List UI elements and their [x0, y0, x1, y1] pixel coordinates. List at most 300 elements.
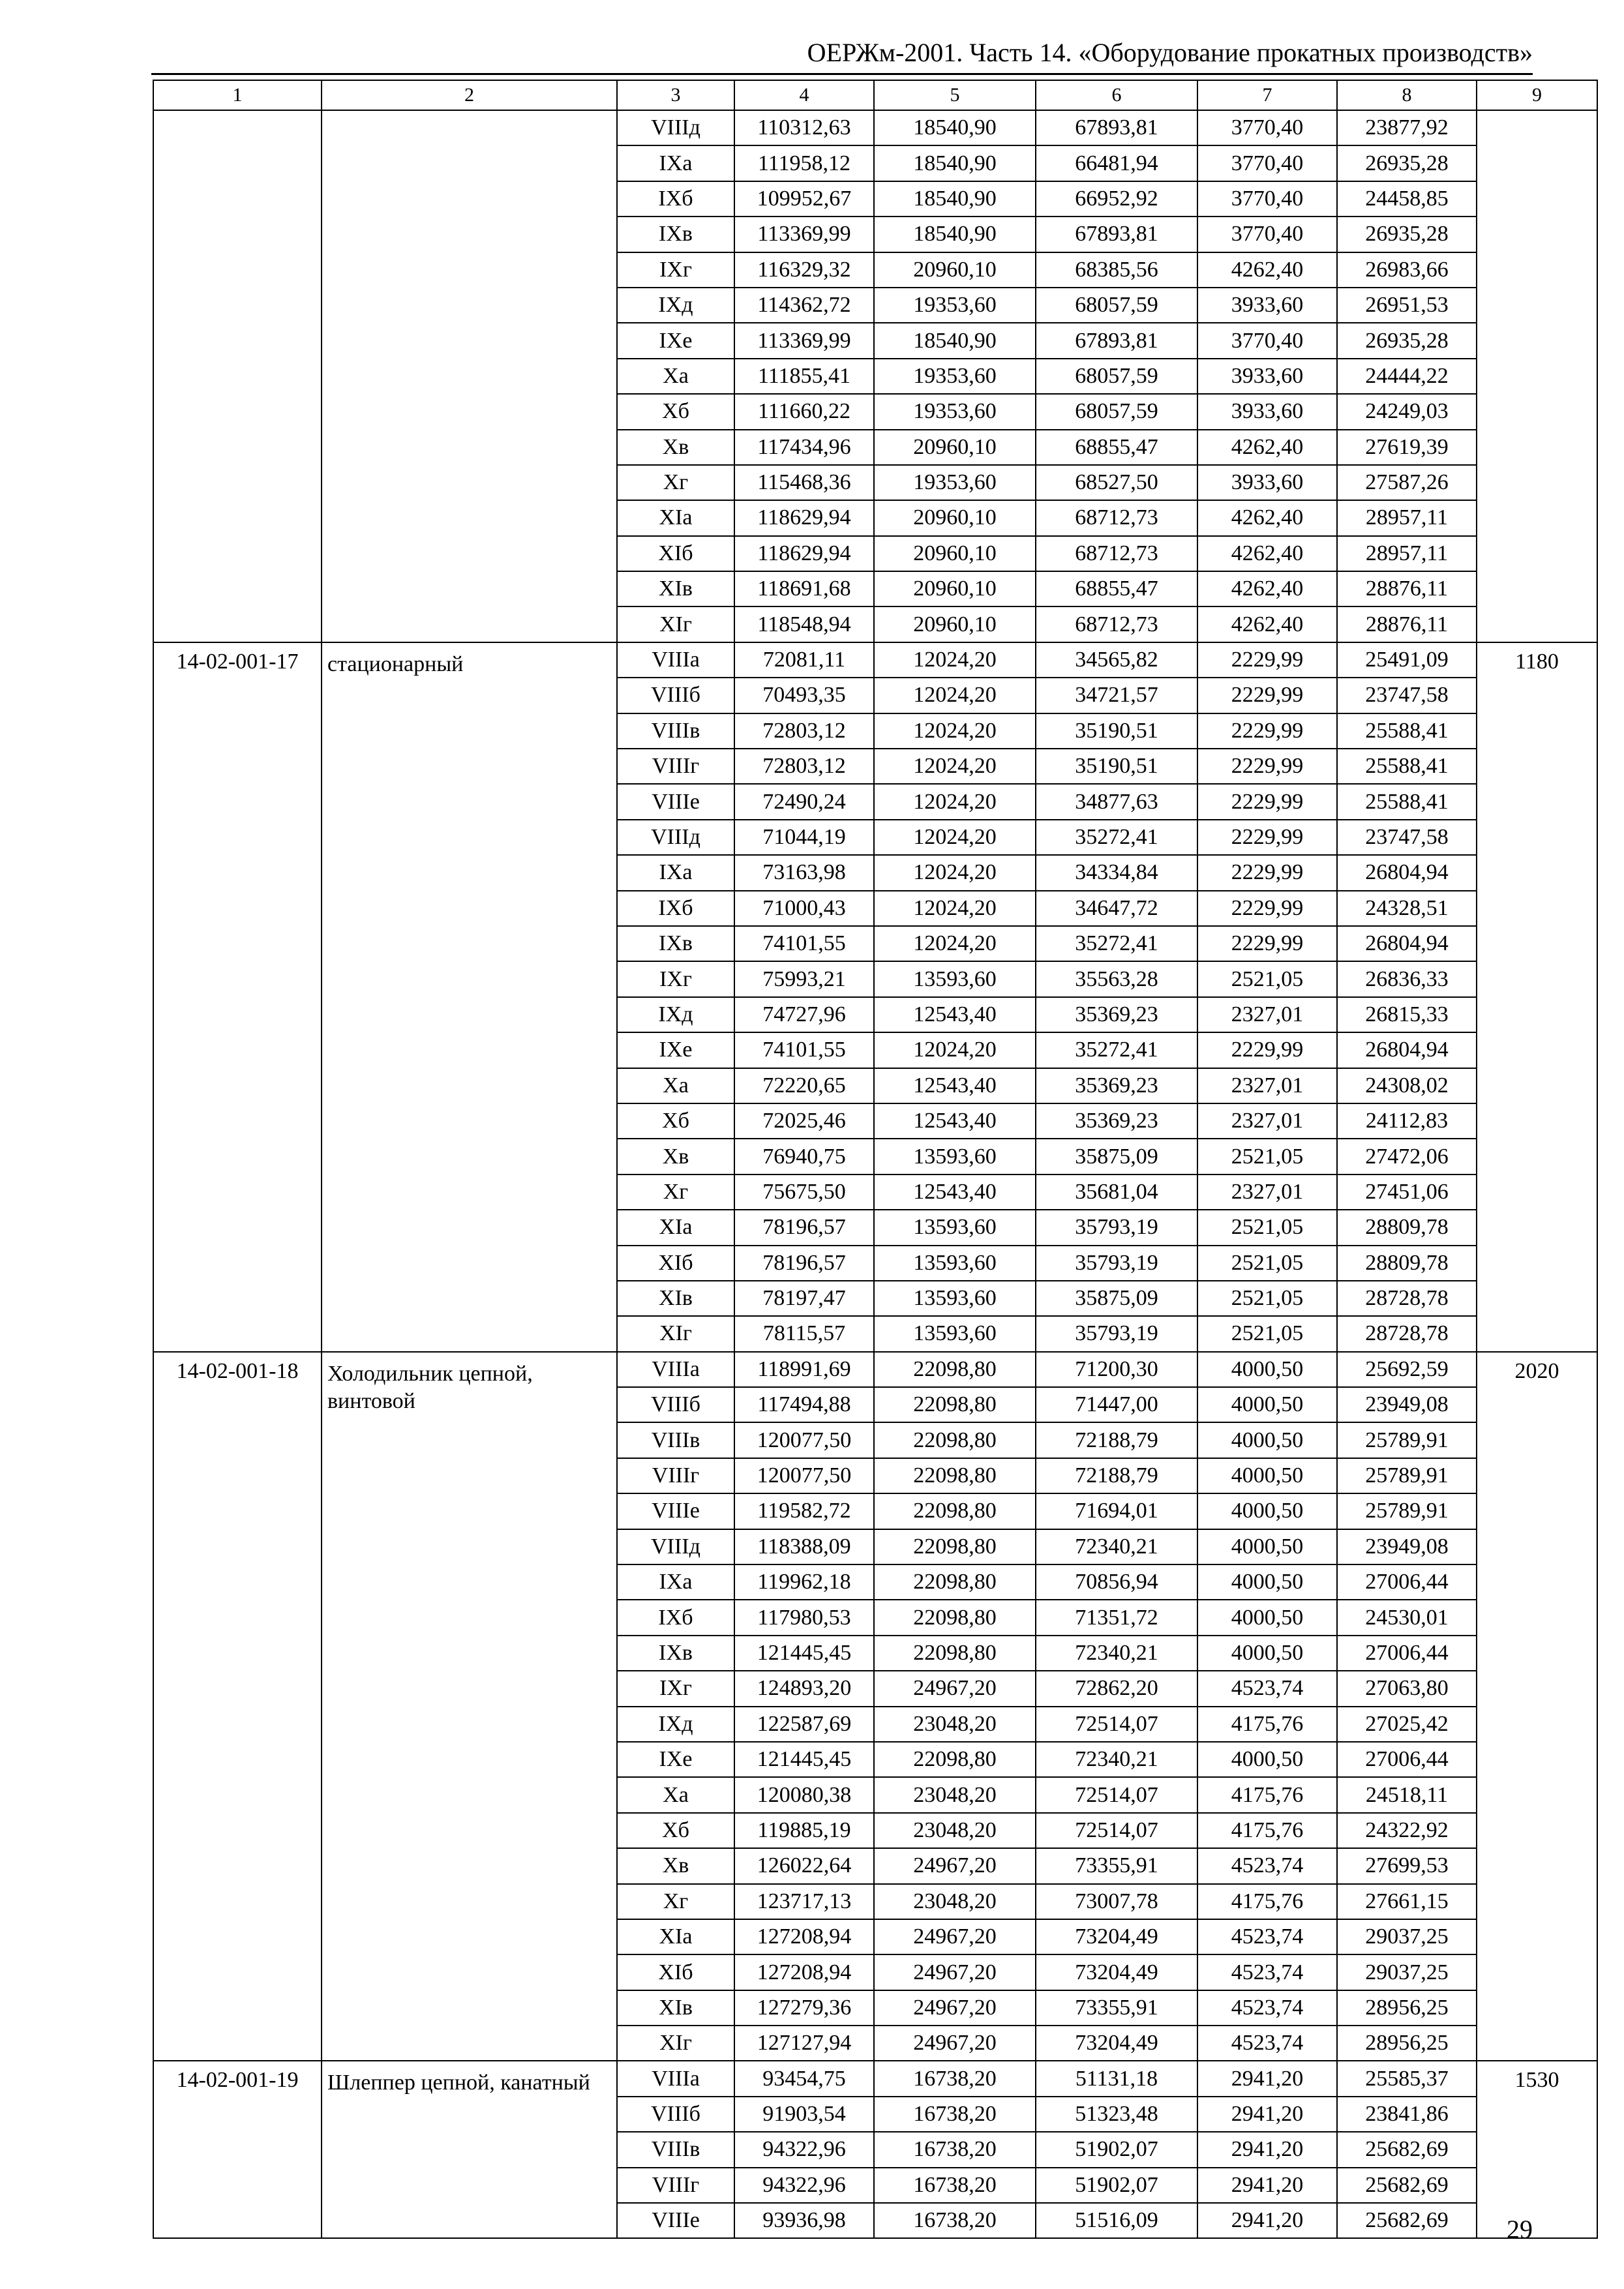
- machines-cell: 35681,04: [1036, 1174, 1197, 1210]
- machinists-wages-cell: 4000,50: [1197, 1352, 1337, 1387]
- machinists-wages-cell: 4000,50: [1197, 1636, 1337, 1671]
- total-cost-cell: 75675,50: [734, 1174, 874, 1210]
- materials-cell: 23841,86: [1337, 2097, 1477, 2132]
- machinists-wages-cell: 2521,05: [1197, 1281, 1337, 1316]
- materials-cell: 25588,41: [1337, 784, 1477, 819]
- zone-cell: Xа: [617, 359, 734, 394]
- column-header: 7: [1197, 80, 1337, 110]
- total-cost-cell: 113369,99: [734, 217, 874, 252]
- wages-cell: 24967,20: [874, 2026, 1036, 2061]
- zone-cell: IXг: [617, 252, 734, 288]
- wages-cell: 22098,80: [874, 1742, 1036, 1777]
- machines-cell: 72514,07: [1036, 1777, 1197, 1812]
- wages-cell: 24967,20: [874, 1671, 1036, 1706]
- machines-cell: 35272,41: [1036, 1032, 1197, 1068]
- materials-cell: 26836,33: [1337, 961, 1477, 996]
- machinists-wages-cell: 4000,50: [1197, 1600, 1337, 1635]
- machines-cell: 72340,21: [1036, 1742, 1197, 1777]
- total-cost-cell: 78196,57: [734, 1246, 874, 1281]
- machinists-wages-cell: 4175,76: [1197, 1707, 1337, 1742]
- machinists-wages-cell: 4523,74: [1197, 1671, 1337, 1706]
- machinists-wages-cell: 4000,50: [1197, 1458, 1337, 1493]
- zone-cell: VIIIг: [617, 2168, 734, 2203]
- item-code: 14-02-001-17: [153, 642, 322, 1352]
- materials-cell: 28876,11: [1337, 606, 1477, 642]
- zone-cell: IXв: [617, 926, 734, 961]
- item-mass: 2020: [1477, 1352, 1597, 2061]
- materials-cell: 25491,09: [1337, 642, 1477, 678]
- machinists-wages-cell: 2941,20: [1197, 2061, 1337, 2096]
- materials-cell: 26815,33: [1337, 997, 1477, 1032]
- machinists-wages-cell: 2327,01: [1197, 1103, 1337, 1139]
- machinists-wages-cell: 2229,99: [1197, 855, 1337, 890]
- total-cost-cell: 72025,46: [734, 1103, 874, 1139]
- materials-cell: 27587,26: [1337, 465, 1477, 500]
- wages-cell: 22098,80: [874, 1458, 1036, 1493]
- zone-cell: VIIIд: [617, 1529, 734, 1564]
- total-cost-cell: 71044,19: [734, 820, 874, 855]
- machines-cell: 67893,81: [1036, 217, 1197, 252]
- machinists-wages-cell: 4523,74: [1197, 1848, 1337, 1883]
- total-cost-cell: 118691,68: [734, 571, 874, 606]
- zone-cell: IXб: [617, 181, 734, 217]
- materials-cell: 25585,37: [1337, 2061, 1477, 2096]
- wages-cell: 22098,80: [874, 1352, 1036, 1387]
- machines-cell: 35190,51: [1036, 749, 1197, 784]
- wages-cell: 22098,80: [874, 1600, 1036, 1635]
- item-name: [322, 110, 617, 642]
- total-cost-cell: 118548,94: [734, 606, 874, 642]
- machinists-wages-cell: 4262,40: [1197, 606, 1337, 642]
- total-cost-cell: 121445,45: [734, 1742, 874, 1777]
- machines-cell: 35875,09: [1036, 1281, 1197, 1316]
- zone-cell: Xв: [617, 1139, 734, 1174]
- zone-cell: XIг: [617, 2026, 734, 2061]
- machines-cell: 67893,81: [1036, 323, 1197, 358]
- zone-cell: IXа: [617, 855, 734, 890]
- zone-cell: VIIIг: [617, 1458, 734, 1493]
- materials-cell: 26935,28: [1337, 323, 1477, 358]
- wages-cell: 24967,20: [874, 1990, 1036, 2026]
- zone-cell: VIIIб: [617, 1387, 734, 1422]
- machinists-wages-cell: 4262,40: [1197, 571, 1337, 606]
- materials-cell: 25682,69: [1337, 2203, 1477, 2238]
- machines-cell: 71200,30: [1036, 1352, 1197, 1387]
- machinists-wages-cell: 2327,01: [1197, 1174, 1337, 1210]
- machines-cell: 68057,59: [1036, 394, 1197, 429]
- machines-cell: 35793,19: [1036, 1316, 1197, 1351]
- zone-cell: XIб: [617, 1246, 734, 1281]
- total-cost-cell: 126022,64: [734, 1848, 874, 1883]
- table-row: [153, 642, 1597, 678]
- wages-cell: 12543,40: [874, 1174, 1036, 1210]
- wages-cell: 23048,20: [874, 1777, 1036, 1812]
- materials-cell: 27063,80: [1337, 1671, 1477, 1706]
- total-cost-cell: 117494,88: [734, 1387, 874, 1422]
- machines-cell: 66952,92: [1036, 181, 1197, 217]
- zone-cell: Xг: [617, 465, 734, 500]
- materials-cell: 27699,53: [1337, 1848, 1477, 1883]
- wages-cell: 24967,20: [874, 1848, 1036, 1883]
- zone-cell: IXд: [617, 288, 734, 323]
- column-header: 3: [617, 80, 734, 110]
- total-cost-cell: 120077,50: [734, 1422, 874, 1458]
- materials-cell: 28957,11: [1337, 500, 1477, 535]
- total-cost-cell: 78196,57: [734, 1210, 874, 1245]
- machinists-wages-cell: 4000,50: [1197, 1529, 1337, 1564]
- machines-cell: 72188,79: [1036, 1422, 1197, 1458]
- materials-cell: 23747,58: [1337, 678, 1477, 713]
- wages-cell: 13593,60: [874, 1139, 1036, 1174]
- wages-cell: 24967,20: [874, 1954, 1036, 1990]
- machinists-wages-cell: 3933,60: [1197, 465, 1337, 500]
- machines-cell: 73355,91: [1036, 1990, 1197, 2026]
- zone-cell: Xб: [617, 1813, 734, 1848]
- total-cost-cell: 118629,94: [734, 536, 874, 571]
- total-cost-cell: 119582,72: [734, 1493, 874, 1529]
- machines-cell: 70856,94: [1036, 1564, 1197, 1600]
- materials-cell: 26804,94: [1337, 855, 1477, 890]
- zone-cell: Xг: [617, 1884, 734, 1919]
- total-cost-cell: 75993,21: [734, 961, 874, 996]
- column-header: 8: [1337, 80, 1477, 110]
- zone-cell: XIв: [617, 571, 734, 606]
- machines-cell: 51131,18: [1036, 2061, 1197, 2096]
- wages-cell: 16738,20: [874, 2203, 1036, 2238]
- wages-cell: 13593,60: [874, 1316, 1036, 1351]
- materials-cell: 29037,25: [1337, 1919, 1477, 1954]
- zone-cell: VIIIб: [617, 678, 734, 713]
- total-cost-cell: 72490,24: [734, 784, 874, 819]
- table-row: [153, 2061, 1597, 2096]
- materials-cell: 27661,15: [1337, 1884, 1477, 1919]
- materials-cell: 27025,42: [1337, 1707, 1477, 1742]
- machinists-wages-cell: 4000,50: [1197, 1422, 1337, 1458]
- zone-cell: IXб: [617, 1600, 734, 1635]
- machines-cell: 71351,72: [1036, 1600, 1197, 1635]
- machines-cell: 34721,57: [1036, 678, 1197, 713]
- total-cost-cell: 74727,96: [734, 997, 874, 1032]
- wages-cell: 16738,20: [874, 2168, 1036, 2203]
- wages-cell: 20960,10: [874, 500, 1036, 535]
- machinists-wages-cell: 2521,05: [1197, 1139, 1337, 1174]
- item-mass: 1180: [1477, 642, 1597, 1352]
- zone-cell: Xа: [617, 1068, 734, 1103]
- total-cost-cell: 72220,65: [734, 1068, 874, 1103]
- total-cost-cell: 93936,98: [734, 2203, 874, 2238]
- materials-cell: 24249,03: [1337, 394, 1477, 429]
- zone-cell: XIв: [617, 1281, 734, 1316]
- machines-cell: 68712,73: [1036, 536, 1197, 571]
- materials-cell: 25588,41: [1337, 713, 1477, 749]
- materials-cell: 25789,91: [1337, 1458, 1477, 1493]
- machines-cell: 72340,21: [1036, 1529, 1197, 1564]
- wages-cell: 18540,90: [874, 110, 1036, 145]
- machinists-wages-cell: 2521,05: [1197, 1316, 1337, 1351]
- wages-cell: 18540,90: [874, 217, 1036, 252]
- wages-cell: 22098,80: [874, 1387, 1036, 1422]
- machinists-wages-cell: 2941,20: [1197, 2203, 1337, 2238]
- wages-cell: 12024,20: [874, 784, 1036, 819]
- machines-cell: 72188,79: [1036, 1458, 1197, 1493]
- machines-cell: 71694,01: [1036, 1493, 1197, 1529]
- machines-cell: 73007,78: [1036, 1884, 1197, 1919]
- wages-cell: 18540,90: [874, 323, 1036, 358]
- materials-cell: 25682,69: [1337, 2132, 1477, 2167]
- machinists-wages-cell: 2229,99: [1197, 713, 1337, 749]
- materials-cell: 24112,83: [1337, 1103, 1477, 1139]
- zone-cell: VIIIв: [617, 1422, 734, 1458]
- machinists-wages-cell: 3770,40: [1197, 217, 1337, 252]
- wages-cell: 12543,40: [874, 997, 1036, 1032]
- machinists-wages-cell: 4523,74: [1197, 1919, 1337, 1954]
- machinists-wages-cell: 3770,40: [1197, 323, 1337, 358]
- zone-cell: VIIIе: [617, 1493, 734, 1529]
- machinists-wages-cell: 4262,40: [1197, 500, 1337, 535]
- wages-cell: 22098,80: [874, 1493, 1036, 1529]
- machinists-wages-cell: 4523,74: [1197, 1954, 1337, 1990]
- item-code: 14-02-001-18: [153, 1352, 322, 2061]
- total-cost-cell: 111958,12: [734, 145, 874, 181]
- total-cost-cell: 123717,13: [734, 1884, 874, 1919]
- machinists-wages-cell: 2521,05: [1197, 1246, 1337, 1281]
- materials-cell: 26935,28: [1337, 145, 1477, 181]
- item-code: 14-02-001-19: [153, 2061, 322, 2238]
- wages-cell: 12543,40: [874, 1103, 1036, 1139]
- machines-cell: 73204,49: [1036, 2026, 1197, 2061]
- machinists-wages-cell: 4523,74: [1197, 2026, 1337, 2061]
- machinists-wages-cell: 3770,40: [1197, 145, 1337, 181]
- zone-cell: IXд: [617, 1707, 734, 1742]
- total-cost-cell: 111855,41: [734, 359, 874, 394]
- materials-cell: 28876,11: [1337, 571, 1477, 606]
- materials-cell: 28956,25: [1337, 1990, 1477, 2026]
- machinists-wages-cell: 3933,60: [1197, 359, 1337, 394]
- wages-cell: 13593,60: [874, 1210, 1036, 1245]
- wages-cell: 12024,20: [874, 926, 1036, 961]
- wages-cell: 12024,20: [874, 713, 1036, 749]
- machinists-wages-cell: 4000,50: [1197, 1387, 1337, 1422]
- total-cost-cell: 122587,69: [734, 1707, 874, 1742]
- materials-cell: 27619,39: [1337, 430, 1477, 465]
- item-name: стационарный: [322, 642, 617, 1352]
- machines-cell: 34334,84: [1036, 855, 1197, 890]
- item-name: Холодильник цепной, винтовой: [322, 1352, 617, 2061]
- machines-cell: 34565,82: [1036, 642, 1197, 678]
- zone-cell: XIв: [617, 1990, 734, 2026]
- materials-cell: 29037,25: [1337, 1954, 1477, 1990]
- machines-cell: 72514,07: [1036, 1813, 1197, 1848]
- machines-cell: 35793,19: [1036, 1246, 1197, 1281]
- machinists-wages-cell: 4262,40: [1197, 430, 1337, 465]
- total-cost-cell: 72803,12: [734, 713, 874, 749]
- wages-cell: 20960,10: [874, 536, 1036, 571]
- total-cost-cell: 117980,53: [734, 1600, 874, 1635]
- machines-cell: 68712,73: [1036, 500, 1197, 535]
- table-row: [153, 1352, 1597, 1387]
- total-cost-cell: 70493,35: [734, 678, 874, 713]
- total-cost-cell: 127279,36: [734, 1990, 874, 2026]
- table-body: [153, 80, 1597, 2238]
- machines-cell: 35369,23: [1036, 1068, 1197, 1103]
- wages-cell: 18540,90: [874, 181, 1036, 217]
- zone-cell: VIIIа: [617, 642, 734, 678]
- wages-cell: 23048,20: [874, 1707, 1036, 1742]
- total-cost-cell: 78115,57: [734, 1316, 874, 1351]
- total-cost-cell: 119885,19: [734, 1813, 874, 1848]
- materials-cell: 27006,44: [1337, 1564, 1477, 1600]
- total-cost-cell: 76940,75: [734, 1139, 874, 1174]
- materials-cell: 25682,69: [1337, 2168, 1477, 2203]
- total-cost-cell: 111660,22: [734, 394, 874, 429]
- total-cost-cell: 120080,38: [734, 1777, 874, 1812]
- zone-cell: XIб: [617, 536, 734, 571]
- wages-cell: 22098,80: [874, 1529, 1036, 1564]
- machinists-wages-cell: 2229,99: [1197, 749, 1337, 784]
- materials-cell: 26951,53: [1337, 288, 1477, 323]
- wages-cell: 13593,60: [874, 1246, 1036, 1281]
- wages-cell: 20960,10: [874, 252, 1036, 288]
- machines-cell: 35875,09: [1036, 1139, 1197, 1174]
- table-row: [153, 110, 1597, 145]
- wages-cell: 23048,20: [874, 1884, 1036, 1919]
- machines-cell: 35272,41: [1036, 820, 1197, 855]
- machines-cell: 35369,23: [1036, 1103, 1197, 1139]
- machinists-wages-cell: 2521,05: [1197, 1210, 1337, 1245]
- machinists-wages-cell: 3770,40: [1197, 110, 1337, 145]
- zone-cell: IXе: [617, 1742, 734, 1777]
- materials-cell: 24458,85: [1337, 181, 1477, 217]
- zone-cell: IXа: [617, 145, 734, 181]
- materials-cell: 25789,91: [1337, 1422, 1477, 1458]
- column-header: 6: [1036, 80, 1197, 110]
- materials-cell: 25692,59: [1337, 1352, 1477, 1387]
- total-cost-cell: 124893,20: [734, 1671, 874, 1706]
- page-number: 29: [1507, 2215, 1533, 2244]
- machinists-wages-cell: 4175,76: [1197, 1813, 1337, 1848]
- wages-cell: 19353,60: [874, 359, 1036, 394]
- wages-cell: 12024,20: [874, 891, 1036, 926]
- wages-cell: 12024,20: [874, 820, 1036, 855]
- materials-cell: 24530,01: [1337, 1600, 1477, 1635]
- total-cost-cell: 74101,55: [734, 1032, 874, 1068]
- total-cost-cell: 118991,69: [734, 1352, 874, 1387]
- materials-cell: 28956,25: [1337, 2026, 1477, 2061]
- machinists-wages-cell: 2941,20: [1197, 2168, 1337, 2203]
- zone-cell: XIб: [617, 1954, 734, 1990]
- zone-cell: VIIIд: [617, 110, 734, 145]
- wages-cell: 18540,90: [874, 145, 1036, 181]
- materials-cell: 28809,78: [1337, 1210, 1477, 1245]
- zone-cell: IXа: [617, 1564, 734, 1600]
- machinists-wages-cell: 4175,76: [1197, 1884, 1337, 1919]
- machines-cell: 68057,59: [1036, 359, 1197, 394]
- materials-cell: 23877,92: [1337, 110, 1477, 145]
- zone-cell: IXг: [617, 1671, 734, 1706]
- machines-cell: 35369,23: [1036, 997, 1197, 1032]
- materials-cell: 24518,11: [1337, 1777, 1477, 1812]
- machinists-wages-cell: 4262,40: [1197, 536, 1337, 571]
- machinists-wages-cell: 2327,01: [1197, 997, 1337, 1032]
- column-header: 1: [153, 80, 322, 110]
- total-cost-cell: 127208,94: [734, 1954, 874, 1990]
- zone-cell: Xв: [617, 1848, 734, 1883]
- total-cost-cell: 121445,45: [734, 1636, 874, 1671]
- materials-cell: 27006,44: [1337, 1636, 1477, 1671]
- wages-cell: 24967,20: [874, 1919, 1036, 1954]
- total-cost-cell: 109952,67: [734, 181, 874, 217]
- total-cost-cell: 93454,75: [734, 2061, 874, 2096]
- materials-cell: 24444,22: [1337, 359, 1477, 394]
- machines-cell: 68385,56: [1036, 252, 1197, 288]
- zone-cell: Xб: [617, 1103, 734, 1139]
- materials-cell: 24322,92: [1337, 1813, 1477, 1848]
- machinists-wages-cell: 2229,99: [1197, 891, 1337, 926]
- machinists-wages-cell: 4000,50: [1197, 1493, 1337, 1529]
- total-cost-cell: 72081,11: [734, 642, 874, 678]
- item-name: Шлеппер цепной, канатный: [322, 2061, 617, 2238]
- total-cost-cell: 74101,55: [734, 926, 874, 961]
- column-header: 2: [322, 80, 617, 110]
- materials-cell: 28809,78: [1337, 1246, 1477, 1281]
- total-cost-cell: 117434,96: [734, 430, 874, 465]
- machines-cell: 68855,47: [1036, 430, 1197, 465]
- machines-cell: 68855,47: [1036, 571, 1197, 606]
- materials-cell: 23949,08: [1337, 1387, 1477, 1422]
- total-cost-cell: 71000,43: [734, 891, 874, 926]
- zone-cell: XIг: [617, 1316, 734, 1351]
- machinists-wages-cell: 4523,74: [1197, 1990, 1337, 2026]
- zone-cell: VIIIв: [617, 713, 734, 749]
- total-cost-cell: 113369,99: [734, 323, 874, 358]
- column-number-row: [153, 80, 1597, 110]
- machines-cell: 72514,07: [1036, 1707, 1197, 1742]
- zone-cell: Xа: [617, 1777, 734, 1812]
- wages-cell: 22098,80: [874, 1422, 1036, 1458]
- machines-cell: 35793,19: [1036, 1210, 1197, 1245]
- total-cost-cell: 94322,96: [734, 2132, 874, 2167]
- total-cost-cell: 118388,09: [734, 1529, 874, 1564]
- zone-cell: XIа: [617, 1210, 734, 1245]
- wages-cell: 13593,60: [874, 961, 1036, 996]
- materials-cell: 26983,66: [1337, 252, 1477, 288]
- materials-cell: 26804,94: [1337, 1032, 1477, 1068]
- wages-cell: 13593,60: [874, 1281, 1036, 1316]
- machinists-wages-cell: 4175,76: [1197, 1777, 1337, 1812]
- document-header: ОЕРЖм-2001. Часть 14. «Оборудование прокатных производств»: [807, 38, 1533, 67]
- total-cost-cell: 118629,94: [734, 500, 874, 535]
- machines-cell: 35272,41: [1036, 926, 1197, 961]
- zone-cell: XIа: [617, 500, 734, 535]
- zone-cell: IXе: [617, 1032, 734, 1068]
- machines-cell: 51516,09: [1036, 2203, 1197, 2238]
- machinists-wages-cell: 2229,99: [1197, 642, 1337, 678]
- materials-cell: 26804,94: [1337, 926, 1477, 961]
- wages-cell: 20960,10: [874, 571, 1036, 606]
- machines-cell: 68527,50: [1036, 465, 1197, 500]
- zone-cell: Xг: [617, 1174, 734, 1210]
- materials-cell: 28728,78: [1337, 1316, 1477, 1351]
- zone-cell: Xв: [617, 430, 734, 465]
- materials-cell: 27451,06: [1337, 1174, 1477, 1210]
- machinists-wages-cell: 2941,20: [1197, 2132, 1337, 2167]
- machinists-wages-cell: 2941,20: [1197, 2097, 1337, 2132]
- materials-cell: 25789,91: [1337, 1493, 1477, 1529]
- zone-cell: VIIIе: [617, 784, 734, 819]
- machines-cell: 72862,20: [1036, 1671, 1197, 1706]
- machinists-wages-cell: 3933,60: [1197, 288, 1337, 323]
- total-cost-cell: 78197,47: [734, 1281, 874, 1316]
